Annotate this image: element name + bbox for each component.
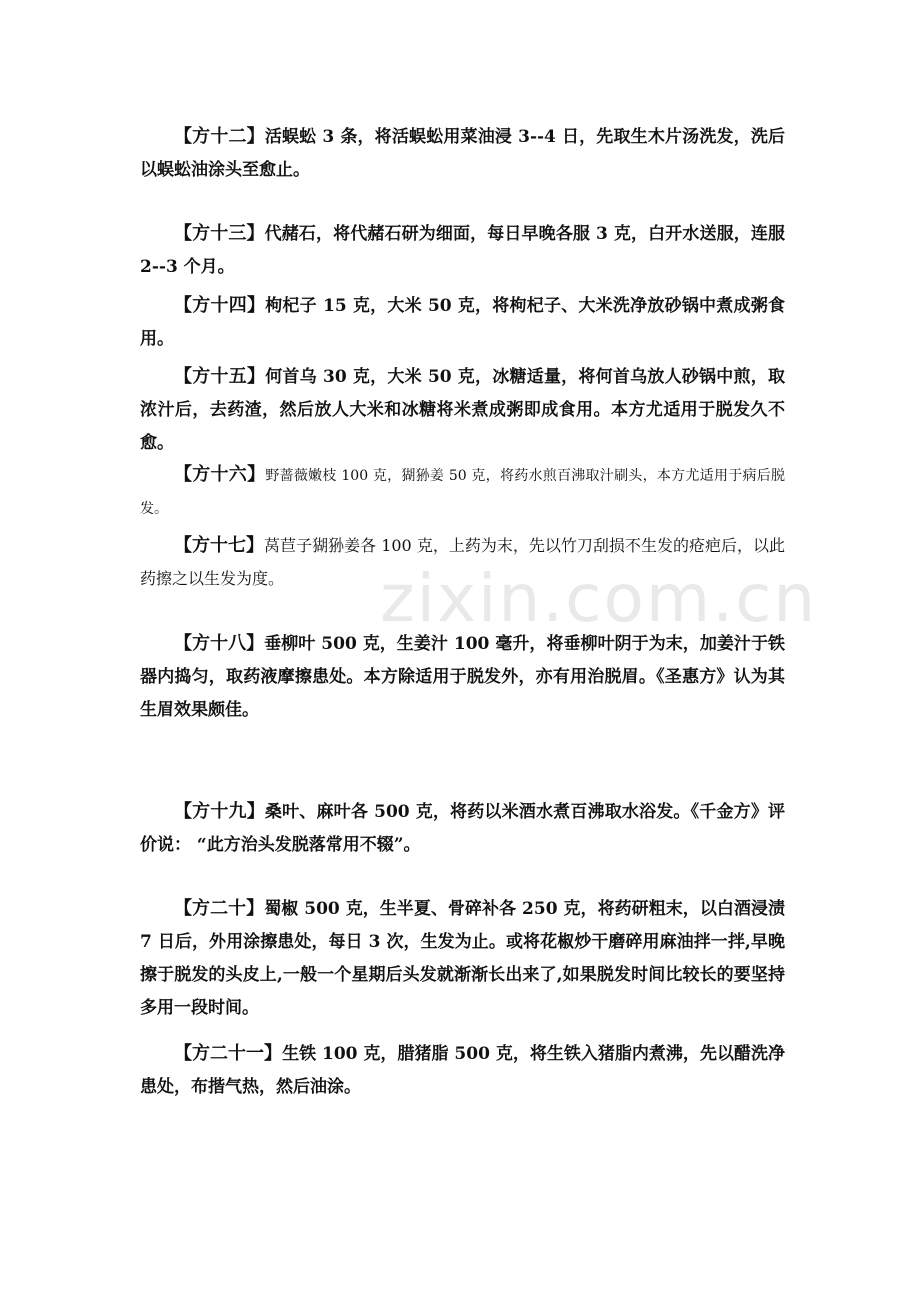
- recipe-text: 垂柳叶 500 克，生姜汁 100 毫升，将垂柳叶阴于为末，加姜汁于铁器内捣匀，取药液摩擦患处。本方除适用于脱发外，亦有用治脱眉。《圣惠方》认为其生眉效果颇佳。: [140, 634, 785, 720]
- recipe-label: 【方十九】: [174, 801, 265, 822]
- recipe-label: 【方十七】: [174, 535, 265, 556]
- recipe-label: 【方二十】: [174, 898, 265, 919]
- recipe-label: 【方十三】: [174, 223, 265, 244]
- recipe-text: 野蔷薇嫩枝 100 克，猢狲姜 50 克，将药水煎百沸取汁刷头，本方尤适用于病后脱发。: [140, 468, 786, 517]
- recipe-text: 枸杞子 15 克，大米 50 克，将枸杞子、大米洗净放砂锅中煮成粥食用。: [140, 296, 785, 349]
- watermark: zixin.com.cn: [380, 560, 818, 637]
- recipe-text: 莴苣子猢狲姜各 100 克，上药为末，先以竹刀刮损不生发的疮疤后，以此药擦之以生发为度。: [140, 536, 786, 588]
- recipe-label: 【方十五】: [174, 366, 266, 387]
- recipe-label: 【方十二】: [174, 126, 265, 147]
- recipe-label: 【方二十一】: [174, 1043, 283, 1064]
- recipe-13: [140, 217, 785, 284]
- recipe-19: [140, 795, 785, 862]
- recipe-14: [140, 289, 785, 356]
- recipe-20: [140, 892, 785, 1025]
- recipe-label: 【方十四】: [174, 295, 266, 316]
- recipe-text: 蜀椒 500 克，生半夏、骨碎补各 250 克，将药研粗末，以白酒浸渍 7 日后，外用涂擦患处，每日 3 次，生发为止。或将花椒炒干磨碎用麻油拌一拌,早晚擦于脱发的头皮上,一般一个星期后头发就渐渐长出来了,如果脱发时间比较长的要坚持多用一段时间。: [140, 899, 785, 1018]
- recipe-15: [140, 360, 785, 460]
- recipe-text: 何首乌 30 克，大米 50 克，冰糖适量，将何首乌放人砂锅中煎，取浓汁后，去药渣，然后放人大米和冰糖将米煮成粥即成食用。本方尤适用于脱发久不愈。: [140, 367, 785, 453]
- recipe-17: [140, 529, 785, 595]
- recipe-16: [140, 458, 785, 526]
- recipe-label: 【方十八】: [174, 633, 265, 654]
- recipe-label: 【方十六】: [174, 464, 266, 485]
- recipe-text: 生铁 100 克，腊猪脂 500 克，将生铁入猪脂内煮沸，先以醋洗净患处，布揩气热，然后油涂。: [140, 1044, 785, 1097]
- recipe-text: 代赭石，将代赭石研为细面，每日早晚各服 3 克，白开水送服，连服 2--3 个月。: [140, 224, 785, 277]
- recipe-12: [140, 120, 785, 187]
- recipe-text: 桑叶、麻叶各 500 克，将药以米酒水煮百沸取水浴发。《千金方》评价说： “此方治头发脱落常用不辍”。: [140, 802, 786, 855]
- recipe-text: 活蜈蚣 3 条，将活蜈蚣用菜油浸 3--4 日，先取生木片汤洗发，洗后以蜈蚣油涂头至愈止。: [140, 127, 785, 180]
- recipe-21: [140, 1037, 785, 1104]
- recipe-18: [140, 627, 785, 727]
